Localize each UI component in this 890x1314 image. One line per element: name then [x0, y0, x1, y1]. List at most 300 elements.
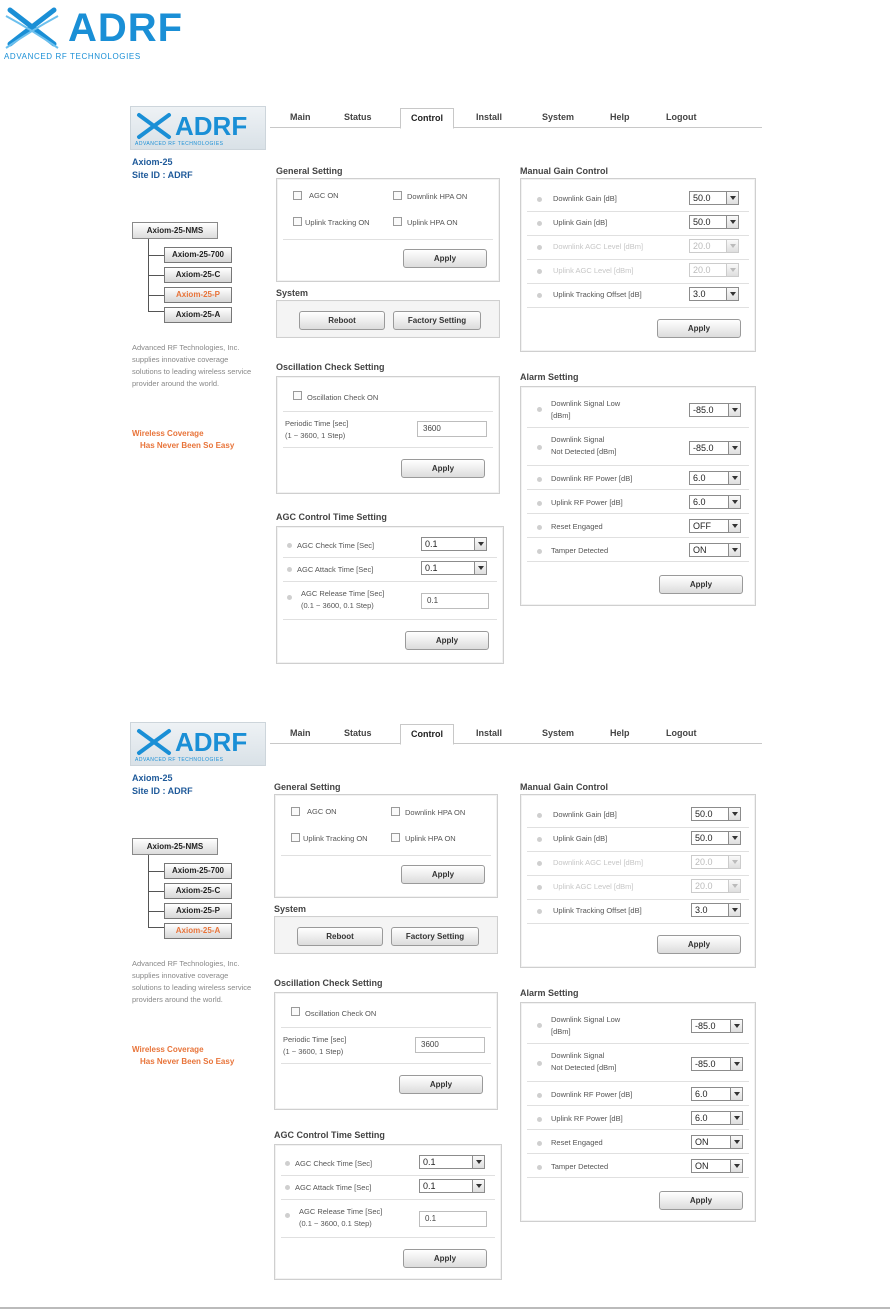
slogan-line-1: Wireless Coverage [132, 429, 204, 438]
document-logo [2, 2, 184, 62]
dl-agc-level-label: Downlink AGC Level [dBm] [553, 858, 644, 867]
top-nav [270, 724, 762, 744]
agc-attack-time-value: 0.1 [423, 1181, 436, 1191]
uplink-tracking-label: Uplink Tracking ON [303, 834, 368, 843]
document-tagline: ADVANCED RF TECHNOLOGIES [4, 52, 141, 61]
left-sidebar [128, 104, 268, 664]
dl-rf-power-label: Downlink RF Power [dB] [551, 1090, 633, 1099]
factory-setting-button[interactable]: Factory Setting [393, 311, 481, 330]
ul-agc-level-select[interactable] [691, 879, 741, 893]
oscillation-apply-button[interactable]: Apply [401, 459, 485, 478]
site-info [132, 156, 193, 182]
oscillation-title: Oscillation Check Setting [276, 362, 385, 372]
periodic-time-input[interactable]: 3600 [417, 421, 487, 437]
divider [527, 489, 749, 490]
agc-check-time-select[interactable] [421, 537, 487, 551]
agc-time-title: AGC Control Time Setting [276, 512, 387, 522]
oscillation-check-label: Oscillation Check ON [305, 1009, 377, 1018]
chevron-down-icon [728, 442, 740, 454]
dl-agc-level-value: 20.0 [693, 241, 711, 251]
agc-check-time-select[interactable] [419, 1155, 485, 1169]
agc-check-time-value: 0.1 [423, 1157, 436, 1167]
manual-gain-title: Manual Gain Control [520, 782, 609, 792]
dl-not-detected-value: -85.0 [693, 443, 714, 453]
dl-rf-power-value: 6.0 [695, 1089, 708, 1099]
tamper-detected-select[interactable] [691, 1159, 743, 1173]
slogan [132, 428, 234, 452]
site-id: Site ID : ADRF [132, 786, 193, 796]
chevron-down-icon [728, 544, 740, 556]
site-id: Site ID : ADRF [132, 170, 193, 180]
ul-tracking-offset-value: 3.0 [693, 289, 706, 299]
tab-system[interactable]: System [542, 728, 575, 738]
oscillation-check-checkbox[interactable] [291, 1007, 300, 1016]
chevron-down-icon [728, 856, 740, 868]
tab-status[interactable]: Status [344, 112, 372, 122]
dl-rf-power-value: 6.0 [693, 473, 706, 483]
app-tagline: ADVANCED RF TECHNOLOGIES [135, 141, 224, 147]
divider [527, 899, 749, 900]
ul-tracking-offset-select[interactable] [689, 287, 739, 301]
tree-node-axiom-25-700[interactable]: Axiom-25-700 [164, 863, 232, 879]
tree-node-axiom-25-p[interactable]: Axiom-25-P [164, 287, 232, 303]
divider [527, 427, 749, 428]
divider [283, 239, 493, 240]
tab-help[interactable]: Help [610, 728, 630, 738]
ul-gain-select[interactable] [689, 215, 739, 229]
divider [527, 1105, 749, 1106]
tree-node-axiom-25-p[interactable]: Axiom-25-P [164, 903, 232, 919]
uplink-tracking-label: Uplink Tracking ON [305, 218, 370, 227]
manual-gain-apply-button[interactable]: Apply [657, 319, 741, 338]
ul-tracking-offset-label: Uplink Tracking Offset [dB] [553, 906, 642, 915]
app-brand: ADRF [175, 727, 248, 757]
tab-main[interactable]: Main [290, 112, 311, 122]
company-blurb: Advanced RF Technologies, Inc. supplies innovative coverage solutions to leading wireless service providers around the world. [132, 959, 252, 1004]
chevron-down-icon [730, 1160, 742, 1172]
chevron-down-icon [730, 1136, 742, 1148]
tamper-detected-label: Tamper Detected [551, 546, 609, 555]
dl-gain-value: 50.0 [693, 193, 711, 203]
tamper-detected-value: ON [693, 545, 707, 555]
dl-agc-level-label: Downlink AGC Level [dBm] [553, 242, 644, 251]
general-setting-box [274, 794, 498, 898]
divider [281, 855, 491, 856]
tab-logout[interactable]: Logout [666, 112, 697, 122]
chevron-down-icon [726, 288, 738, 300]
tab-help[interactable]: Help [610, 112, 630, 122]
tree-connector [148, 871, 164, 872]
dl-not-detected-unit: Not Detected [dBm] [551, 447, 617, 456]
ul-rf-power-value: 6.0 [693, 497, 706, 507]
site-model: Axiom-25 [132, 773, 173, 783]
reboot-button[interactable]: Reboot [299, 311, 385, 330]
dl-signal-low-unit: [dBm] [551, 1027, 571, 1036]
divider [527, 211, 749, 212]
divider [527, 283, 749, 284]
bullet-icon [537, 407, 542, 412]
chevron-down-icon [728, 496, 740, 508]
chevron-down-icon [730, 1058, 742, 1070]
divider [281, 1063, 491, 1064]
divider [527, 851, 749, 852]
system-title: System [276, 288, 309, 298]
agc-attack-time-label: AGC Attack Time [Sec] [295, 1183, 372, 1192]
dl-not-detected-unit: Not Detected [dBm] [551, 1063, 617, 1072]
dl-signal-low-label: Downlink Signal Low [551, 1015, 621, 1024]
reset-engaged-select[interactable] [689, 519, 741, 533]
periodic-time-label: Periodic Time [sec] [283, 1035, 347, 1044]
periodic-time-input[interactable]: 3600 [415, 1037, 485, 1053]
tree-connector [148, 275, 164, 276]
agc-check-time-label: AGC Check Time [Sec] [295, 1159, 373, 1168]
agc-time-box [276, 526, 504, 664]
dl-agc-level-value: 20.0 [695, 857, 713, 867]
ul-tracking-offset-label: Uplink Tracking Offset [dB] [553, 290, 642, 299]
alarm-setting-title: Alarm Setting [520, 372, 579, 382]
divider [283, 581, 497, 582]
tab-status[interactable]: Status [344, 728, 372, 738]
dl-signal-low-label: Downlink Signal Low [551, 399, 621, 408]
tree-node-axiom-25-a[interactable]: Axiom-25-A [164, 923, 232, 939]
divider [283, 447, 493, 448]
divider [527, 513, 749, 514]
tree-connector [148, 891, 164, 892]
periodic-time-range: (1 ~ 3600, 1 Step) [285, 431, 346, 440]
bullet-icon [285, 1185, 290, 1190]
dl-not-detected-value: -85.0 [695, 1059, 716, 1069]
tree-connector [148, 911, 164, 912]
manual-gain-box [520, 178, 756, 352]
bullet-icon [537, 813, 542, 818]
dl-signal-low-select[interactable] [691, 1019, 743, 1033]
app-logo [130, 106, 266, 150]
reset-engaged-select[interactable] [691, 1135, 743, 1149]
divider [283, 411, 493, 412]
divider [527, 259, 749, 260]
ul-rf-power-value: 6.0 [695, 1113, 708, 1123]
control-screen-2 [128, 720, 762, 1280]
bullet-icon [537, 269, 542, 274]
chevron-down-icon [728, 808, 740, 820]
divider [527, 827, 749, 828]
tamper-detected-label: Tamper Detected [551, 1162, 609, 1171]
alarm-apply-button[interactable]: Apply [659, 575, 743, 594]
tamper-detected-select[interactable] [689, 543, 741, 557]
control-screen-1 [128, 104, 762, 664]
chevron-down-icon [726, 192, 738, 204]
dl-not-detected-select[interactable] [691, 1057, 743, 1071]
tree-node-axiom-25-c[interactable]: Axiom-25-C [164, 267, 232, 283]
bullet-icon [537, 245, 542, 250]
divider [527, 561, 749, 562]
dl-gain-label: Downlink Gain [dB] [553, 194, 617, 203]
reboot-button[interactable]: Reboot [297, 927, 383, 946]
downlink-hpa-checkbox[interactable] [393, 191, 402, 200]
reset-engaged-label: Reset Engaged [551, 522, 603, 531]
manual-gain-title: Manual Gain Control [520, 166, 609, 176]
chevron-down-icon [728, 472, 740, 484]
bullet-icon [537, 909, 542, 914]
oscillation-box [274, 992, 498, 1110]
dl-signal-low-value: -85.0 [695, 1021, 716, 1031]
agc-time-title: AGC Control Time Setting [274, 1130, 385, 1140]
agc-on-checkbox[interactable] [293, 191, 302, 200]
uplink-hpa-label: Uplink HPA ON [405, 834, 456, 843]
oscillation-title: Oscillation Check Setting [274, 978, 383, 988]
tab-system[interactable]: System [542, 112, 575, 122]
alarm-setting-box [520, 386, 756, 606]
system-box [276, 300, 500, 338]
tree-connector [148, 255, 164, 256]
chevron-down-icon [730, 1020, 742, 1032]
app-logo [130, 722, 266, 766]
uplink-tracking-checkbox[interactable] [293, 217, 302, 226]
general-setting-box [276, 178, 500, 282]
ul-rf-power-label: Uplink RF Power [dB] [551, 498, 623, 507]
bullet-icon [537, 549, 542, 554]
divider [527, 1129, 749, 1130]
chevron-down-icon [472, 1156, 484, 1168]
ul-tracking-offset-select[interactable] [691, 903, 741, 917]
reset-engaged-value: ON [695, 1137, 709, 1147]
tree-node-axiom-25-a[interactable]: Axiom-25-A [164, 307, 232, 323]
dl-not-detected-label: Downlink Signal [551, 435, 605, 444]
divider [527, 1153, 749, 1154]
factory-setting-button[interactable]: Factory Setting [391, 927, 479, 946]
manual-gain-apply-button[interactable]: Apply [657, 935, 741, 954]
agc-check-time-value: 0.1 [425, 539, 438, 549]
agc-attack-time-value: 0.1 [425, 563, 438, 573]
dl-rf-power-select[interactable] [691, 1087, 743, 1101]
agc-on-checkbox[interactable] [291, 807, 300, 816]
ul-agc-level-label: Uplink AGC Level [dBm] [553, 882, 634, 891]
dl-gain-select[interactable] [691, 807, 741, 821]
dl-rf-power-label: Downlink RF Power [dB] [551, 474, 633, 483]
bullet-icon [537, 1061, 542, 1066]
ul-agc-level-value: 20.0 [695, 881, 713, 891]
bullet-icon [537, 1093, 542, 1098]
chevron-down-icon [728, 832, 740, 844]
agc-release-time-range: (0.1 ~ 3600, 0.1 Step) [301, 601, 374, 610]
agc-time-box [274, 1144, 502, 1280]
oscillation-apply-button[interactable]: Apply [399, 1075, 483, 1094]
dl-gain-label: Downlink Gain [dB] [553, 810, 617, 819]
agc-attack-time-select[interactable] [421, 561, 487, 575]
document-brand: ADRF [68, 6, 184, 50]
tree-root-nms[interactable]: Axiom-25-NMS [132, 838, 218, 855]
dl-gain-select[interactable] [689, 191, 739, 205]
ul-tracking-offset-value: 3.0 [695, 905, 708, 915]
bullet-icon [537, 861, 542, 866]
chevron-down-icon [728, 904, 740, 916]
bullet-icon [285, 1161, 290, 1166]
alarm-apply-button[interactable]: Apply [659, 1191, 743, 1210]
divider [281, 1199, 495, 1200]
adrf-x-logo-icon [2, 2, 62, 52]
periodic-time-label: Periodic Time [sec] [285, 419, 349, 428]
bullet-icon [537, 501, 542, 506]
divider [283, 557, 497, 558]
oscillation-check-label: Oscillation Check ON [307, 393, 379, 402]
app-tagline: ADVANCED RF TECHNOLOGIES [135, 757, 224, 763]
chevron-down-icon [474, 562, 486, 574]
ul-rf-power-label: Uplink RF Power [dB] [551, 1114, 623, 1123]
slogan [132, 1044, 234, 1068]
tab-logout[interactable]: Logout [666, 728, 697, 738]
tab-install[interactable]: Install [476, 728, 503, 738]
tamper-detected-value: ON [695, 1161, 709, 1171]
chevron-down-icon [728, 520, 740, 532]
ul-gain-select[interactable] [691, 831, 741, 845]
divider [527, 1177, 749, 1178]
system-title: System [274, 904, 307, 914]
agc-release-time-label: AGC Release Time [Sec] [299, 1207, 383, 1216]
reset-engaged-label: Reset Engaged [551, 1138, 603, 1147]
tree-root-nms[interactable]: Axiom-25-NMS [132, 222, 218, 239]
agc-attack-time-select[interactable] [419, 1179, 485, 1193]
bullet-icon [537, 1141, 542, 1146]
divider [527, 537, 749, 538]
chevron-down-icon [726, 216, 738, 228]
site-model: Axiom-25 [132, 157, 173, 167]
top-nav [270, 108, 762, 128]
chevron-down-icon [474, 538, 486, 550]
bullet-icon [537, 293, 542, 298]
bullet-icon [287, 543, 292, 548]
slogan-line-2: Has Never Been So Easy [140, 1057, 235, 1066]
periodic-time-range: (1 ~ 3600, 1 Step) [283, 1047, 344, 1056]
tab-control[interactable]: Control [400, 724, 454, 745]
oscillation-check-checkbox[interactable] [293, 391, 302, 400]
dl-signal-low-value: -85.0 [693, 405, 714, 415]
tree-connector [148, 311, 164, 312]
reset-engaged-value: OFF [693, 521, 711, 531]
bullet-icon [537, 837, 542, 842]
agc-release-time-input[interactable]: 0.1 [419, 1211, 487, 1227]
ul-rf-power-select[interactable] [691, 1111, 743, 1125]
divider [527, 1043, 749, 1044]
ul-gain-label: Uplink Gain [dB] [553, 834, 608, 843]
site-info [132, 772, 193, 798]
tree-connector [148, 295, 164, 296]
chevron-down-icon [472, 1180, 484, 1192]
dl-not-detected-select[interactable] [689, 441, 741, 455]
divider [527, 307, 749, 308]
tree-connector [148, 927, 164, 928]
general-setting-title: General Setting [274, 782, 341, 792]
bullet-icon [537, 1117, 542, 1122]
ul-rf-power-select[interactable] [689, 495, 741, 509]
bullet-icon [287, 595, 292, 600]
chevron-down-icon [730, 1112, 742, 1124]
alarm-setting-box [520, 1002, 756, 1222]
left-sidebar [128, 720, 268, 1280]
dl-agc-level-select[interactable] [691, 855, 741, 869]
footer-divider [0, 1307, 890, 1309]
slogan-line-1: Wireless Coverage [132, 1045, 204, 1054]
agc-release-time-label: AGC Release Time [Sec] [301, 589, 385, 598]
manual-gain-box [520, 794, 756, 968]
chevron-down-icon [728, 880, 740, 892]
chevron-down-icon [726, 264, 738, 276]
divider [527, 923, 749, 924]
downlink-hpa-checkbox[interactable] [391, 807, 400, 816]
dl-signal-low-unit: [dBm] [551, 411, 571, 420]
divider [281, 1175, 495, 1176]
agc-release-time-input[interactable]: 0.1 [421, 593, 489, 609]
oscillation-box [276, 376, 500, 494]
general-setting-title: General Setting [276, 166, 343, 176]
agc-time-apply-button[interactable]: Apply [403, 1249, 487, 1268]
dl-signal-low-select[interactable] [689, 403, 741, 417]
divider [527, 875, 749, 876]
bullet-icon [537, 1023, 542, 1028]
dl-agc-level-select[interactable] [689, 239, 739, 253]
divider [527, 465, 749, 466]
agc-release-time-range: (0.1 ~ 3600, 0.1 Step) [299, 1219, 372, 1228]
ul-agc-level-value: 20.0 [693, 265, 711, 275]
chevron-down-icon [728, 404, 740, 416]
bullet-icon [537, 885, 542, 890]
general-apply-button[interactable]: Apply [403, 249, 487, 268]
bullet-icon [285, 1213, 290, 1218]
agc-attack-time-label: AGC Attack Time [Sec] [297, 565, 374, 574]
dl-not-detected-label: Downlink Signal [551, 1051, 605, 1060]
slogan-line-2: Has Never Been So Easy [140, 441, 235, 450]
divider [283, 619, 497, 620]
tree-node-axiom-25-c[interactable]: Axiom-25-C [164, 883, 232, 899]
bullet-icon [537, 525, 542, 530]
divider [527, 235, 749, 236]
system-box [274, 916, 498, 954]
general-apply-button[interactable]: Apply [401, 865, 485, 884]
company-blurb: Advanced RF Technologies, Inc. supplies innovative coverage solutions to leading wireless service provider around the world. [132, 343, 252, 388]
uplink-hpa-label: Uplink HPA ON [407, 218, 458, 227]
agc-check-time-label: AGC Check Time [Sec] [297, 541, 375, 550]
chevron-down-icon [730, 1088, 742, 1100]
uplink-tracking-checkbox[interactable] [291, 833, 300, 842]
dl-rf-power-select[interactable] [689, 471, 741, 485]
bullet-icon [537, 221, 542, 226]
tree-node-axiom-25-700[interactable]: Axiom-25-700 [164, 247, 232, 263]
tab-control[interactable]: Control [400, 108, 454, 129]
adrf-x-logo-icon [135, 727, 173, 757]
agc-time-apply-button[interactable]: Apply [405, 631, 489, 650]
ul-agc-level-select[interactable] [689, 263, 739, 277]
bullet-icon [287, 567, 292, 572]
app-brand: ADRF [175, 111, 248, 141]
divider [527, 1081, 749, 1082]
agc-on-label: AGC ON [307, 807, 337, 816]
ul-gain-value: 50.0 [693, 217, 711, 227]
bullet-icon [537, 477, 542, 482]
dl-gain-value: 50.0 [695, 809, 713, 819]
ul-gain-label: Uplink Gain [dB] [553, 218, 608, 227]
uplink-hpa-checkbox[interactable] [391, 833, 400, 842]
adrf-x-logo-icon [135, 111, 173, 141]
alarm-setting-title: Alarm Setting [520, 988, 579, 998]
bullet-icon [537, 445, 542, 450]
tab-install[interactable]: Install [476, 112, 503, 122]
tab-main[interactable]: Main [290, 728, 311, 738]
chevron-down-icon [726, 240, 738, 252]
uplink-hpa-checkbox[interactable] [393, 217, 402, 226]
ul-gain-value: 50.0 [695, 833, 713, 843]
divider [281, 1027, 491, 1028]
bullet-icon [537, 1165, 542, 1170]
agc-on-label: AGC ON [309, 191, 339, 200]
